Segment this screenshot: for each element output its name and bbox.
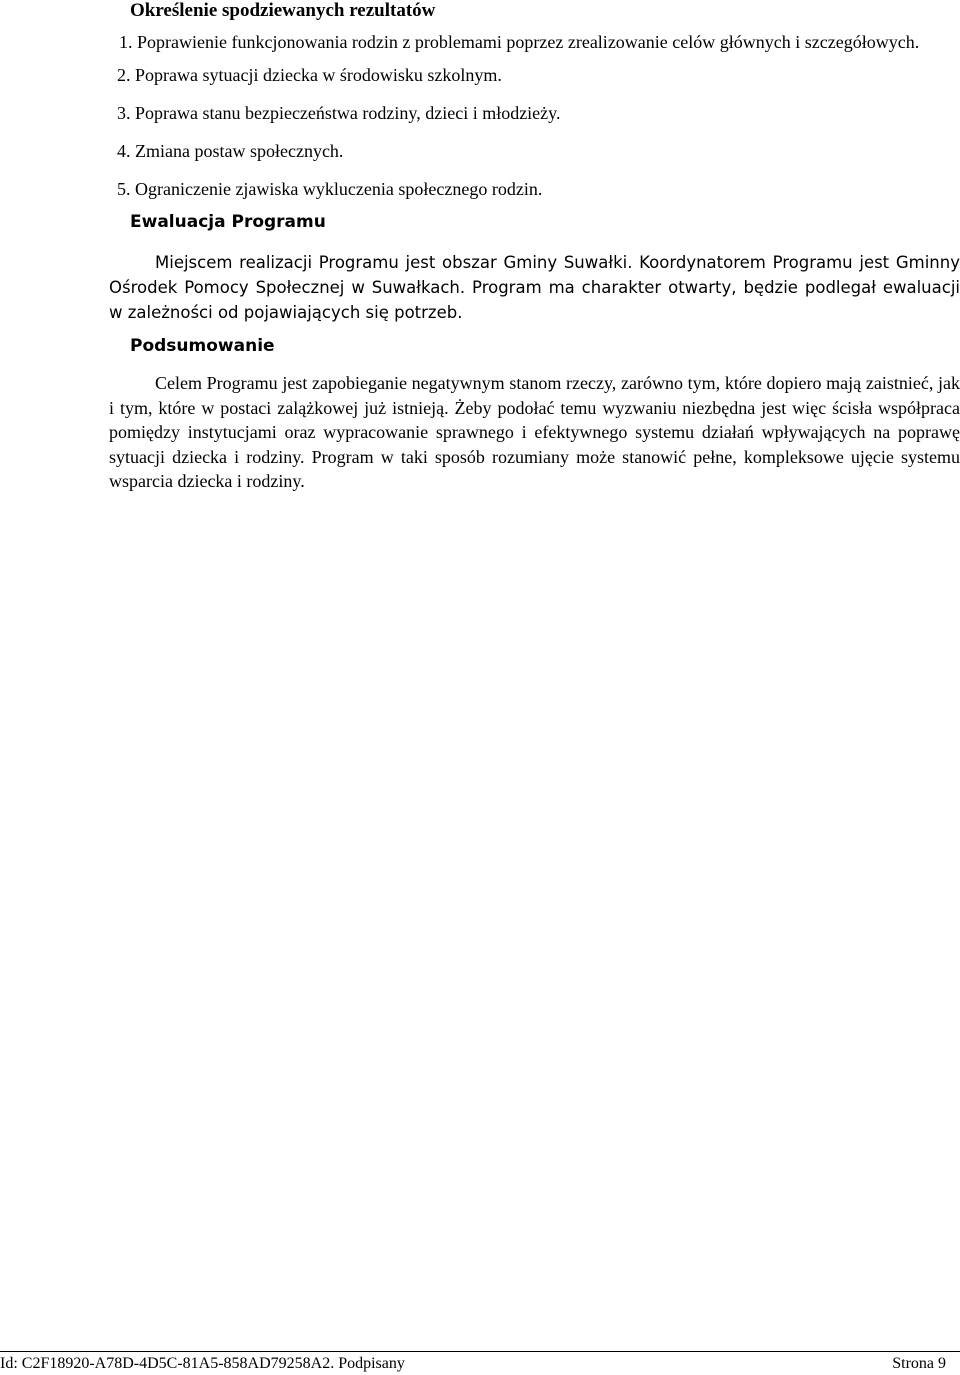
- evaluation-heading: Ewaluacja Programu: [130, 212, 326, 232]
- evaluation-paragraph: Miejscem realizacji Programu jest obszar Gminy Suwałki. Koordynatorem Programu jest Gminny Ośrodek Pomocy Społecznej w Suwałkach. Program ma charakter otwarty, będzie podlegał ewaluacji w zależności od pojawiających się potrzeb.: [109, 253, 960, 322]
- page-content: [109, 0, 960, 494]
- results-item-5: 5. Ograniczenie zjawiska wykluczenia społecznego rodzin.: [117, 179, 543, 199]
- results-item-4: 4. Zmiana postaw społecznych.: [117, 141, 344, 161]
- footer-page-number: Strona 9: [892, 1355, 946, 1372]
- summary-heading: Podsumowanie: [130, 336, 275, 356]
- results-item-1: 1. Poprawienie funkcjonowania rodzin z problemami poprzez zrealizowanie celów głównych i szczegółowych.: [119, 32, 920, 52]
- results-item-3: 3. Poprawa stanu bezpieczeństwa rodziny, dzieci i młodzieży.: [117, 103, 561, 123]
- results-item-2: 2. Poprawa sytuacji dziecka w środowisku szkolnym.: [117, 65, 502, 85]
- summary-paragraph: Celem Programu jest zapobieganie negatywnym stanom rzeczy, zarówno tym, które dopiero mają zaistnieć, jak i tym, które w postaci zalążkowej już istnieją. Żeby podołać temu wyzwaniu niezbędna jest więc ścisła współpraca pomiędzy instytucjami oraz wypracowanie sprawnego i efektywnego systemu działań wpływających na poprawę sytuacji dziecka i rodziny. Program w taki sposób rozumiany może stanowić pełne, kompleksowe ujęcie systemu wsparcia dziecka i rodziny.: [109, 373, 960, 491]
- results-heading: Określenie spodziewanych rezultatów: [130, 0, 436, 21]
- footer-document-id: Id: C2F18920-A78D-4D5C-81A5-858AD79258A2. Podpisany: [0, 1355, 405, 1372]
- footer-divider: [0, 1351, 960, 1352]
